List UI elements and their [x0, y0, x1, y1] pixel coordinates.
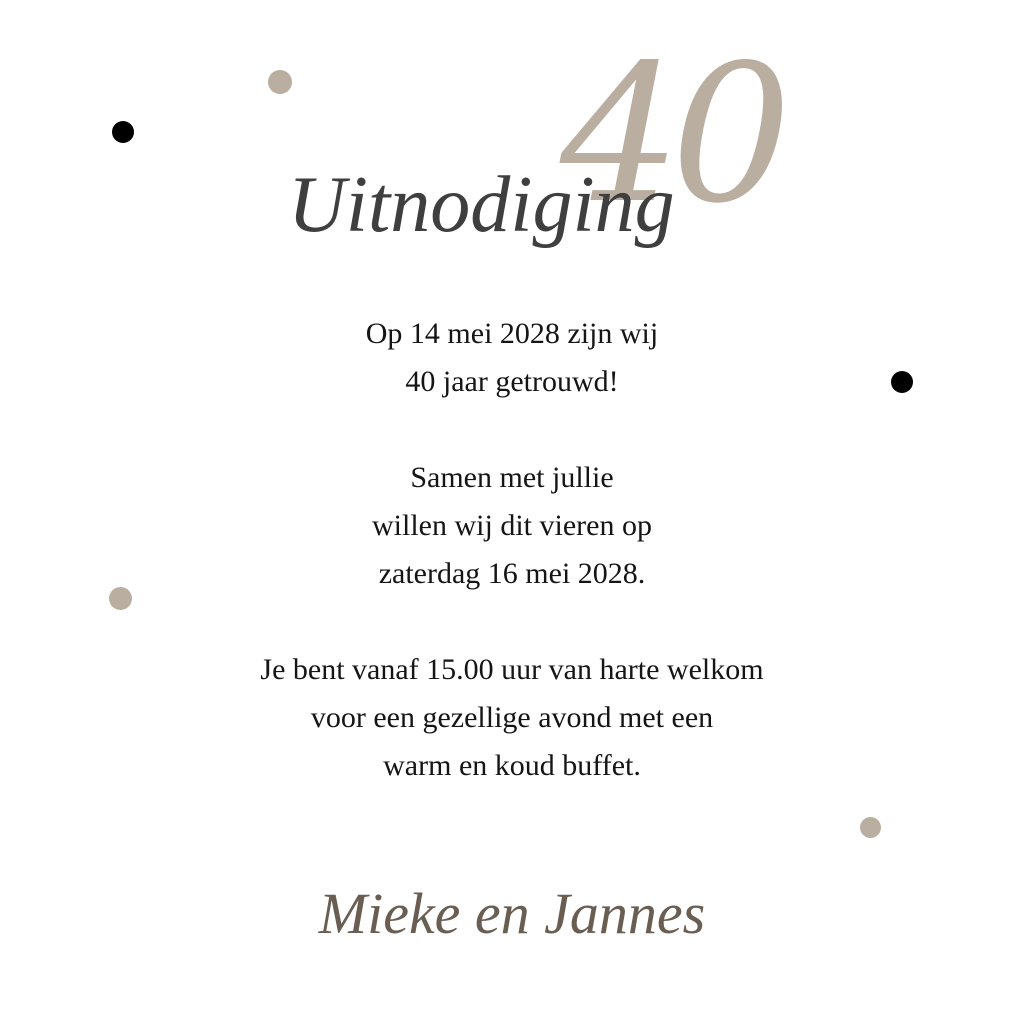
- text-line: Op 14 mei 2028 zijn wij: [365, 317, 659, 350]
- text-line: 40 jaar getrouwd!: [405, 365, 619, 398]
- signature: Mieke en Jannes: [318, 881, 706, 946]
- paragraph-announcement: [112, 310, 912, 406]
- dot-taupe-top: [268, 70, 292, 94]
- dot-taupe-bottom-right: [860, 817, 881, 838]
- dot-black-top-left: [112, 121, 134, 143]
- text-line: warm en koud buffet.: [383, 749, 641, 782]
- paragraph-details: [112, 646, 912, 790]
- text-line: Je bent vanaf 15.00 uur van harte welkom: [260, 653, 764, 686]
- invitation-body: [112, 310, 912, 790]
- anniversary-number: 40: [560, 24, 782, 245]
- text-line: willen wij dit vieren op: [372, 509, 652, 542]
- text-line: zaterdag 16 mei 2028.: [378, 557, 646, 590]
- text-line: voor een gezellige avond met een: [310, 701, 714, 734]
- text-line: Samen met jullie: [410, 461, 614, 494]
- paragraph-celebration: [112, 454, 912, 598]
- invitation-title: Uitnodiging: [288, 161, 675, 249]
